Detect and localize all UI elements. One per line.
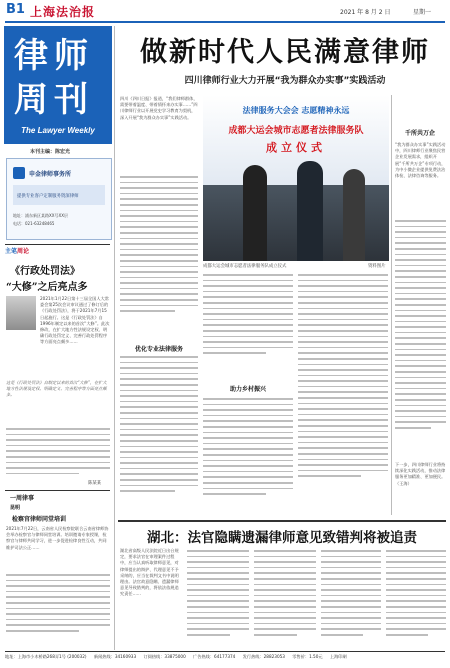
- sidebar-end: 下一步，四川律师行业将持续深化实践活动，推动法律服务更加精准、更加便民。（王海）: [395, 462, 446, 486]
- author-photo: [6, 296, 36, 330]
- footer-zip: (200032): [67, 654, 87, 659]
- section-2-lines: [203, 398, 293, 516]
- lead-lines: [120, 176, 198, 326]
- section-heading-3: 千所共万企: [404, 130, 435, 137]
- footer-dist: 发行热线：28823053: [242, 654, 285, 659]
- law-firm-ad: [6, 158, 112, 240]
- weekly-rule: [5, 490, 110, 491]
- section-heading-1: 优化专业法律服务: [134, 346, 183, 353]
- footer-price: 零售价：1.50元: [292, 654, 323, 659]
- left-column-divider: [114, 26, 115, 650]
- law-firm-tagline: 提供专业客户定制服务资深律师: [17, 194, 79, 199]
- photo-banner-3: 成立仪式: [266, 141, 326, 154]
- bottom-col-3: [254, 550, 316, 646]
- column-subtitle: The Lawyer Weekly: [21, 126, 95, 135]
- weekly-title: 检察官律师同堂培训: [12, 516, 67, 523]
- paper-name: 上海法治报: [30, 5, 96, 19]
- theme-label-text: 主笔: [5, 248, 18, 255]
- sidebar-lines: [395, 220, 446, 460]
- theme-label: [5, 246, 29, 255]
- column-title-1: 律师: [14, 36, 94, 76]
- main-subhead: 四川律师行业大力开展“我为群众办实事”实践活动: [184, 76, 386, 86]
- theme-title-2: “大修”之后亮点多: [6, 282, 88, 293]
- law-firm-logo: [13, 167, 25, 179]
- weekly-body-lines: [6, 574, 110, 644]
- photo-person-1: [243, 165, 267, 261]
- bottom-col-4: [321, 550, 381, 646]
- footer: [5, 654, 445, 666]
- weekly-city: 昆明: [10, 505, 21, 511]
- footer-address: 地址：上海市小木桥路268弄1号: [5, 654, 66, 659]
- photo-person-3: [343, 169, 365, 261]
- column-title-2: 周刊: [14, 80, 94, 120]
- photo-person-2: [297, 161, 323, 261]
- footer-fax: 广告热线：64177374: [193, 654, 236, 659]
- theme-rule: [5, 244, 110, 245]
- law-firm-name: 申金律师事务所: [29, 171, 72, 178]
- main-photo: [203, 95, 389, 261]
- third-column-lines: [298, 274, 388, 516]
- theme-title-1: 《行政处罚法》: [10, 266, 80, 277]
- issue-weekday: 星期一: [413, 9, 432, 16]
- weekly-label: 一周律事: [10, 495, 35, 502]
- footer-printer: 上海印刷: [329, 654, 347, 659]
- bottom-col-5: [386, 550, 446, 646]
- page-number: B1: [6, 2, 25, 17]
- theme-quote: 这是《行政处罚法》自制定以来的首次“大修”，在扩大地方性法规设定权、明确定义、完善程序等方面亮点颇多。: [6, 380, 107, 398]
- header-rule: [5, 21, 445, 23]
- page-header: [0, 0, 450, 22]
- footer-news-tel: 新闻热线：34160933: [93, 654, 137, 659]
- bottom-headline: 湖北：法官隐瞒遗漏律师意见致错判将被追责: [147, 530, 417, 546]
- bottom-story-rule: [118, 520, 446, 522]
- bottom-col-2: [187, 550, 249, 646]
- middle-column-lines: [203, 274, 293, 372]
- footer-ad-tel: 订阅热线：33875000: [143, 654, 186, 659]
- sidebar-divider: [391, 95, 392, 515]
- section-1-lines: [120, 356, 198, 516]
- photo-banner-2: 成都大运会城市志愿者法律服务队: [228, 126, 364, 136]
- section-heading-2: 助力乡村振兴: [229, 386, 266, 393]
- theme-author: 陈某某: [88, 481, 102, 486]
- law-firm-address: 地址：浦东新区某路XX号XX层: [13, 213, 68, 218]
- bottom-body: 湖北省高级人民法院近日出台规定，要求法官在审理案件过程中，应当认真听取律师意见，对律师提出的辩护、代理意见不予采纳的，应当在裁判文书中说明理由。法官故意隐瞒、遗漏律师意见导致错判的，将依法依规追究责任……: [120, 548, 179, 597]
- footer-rule: [5, 651, 445, 652]
- issue-date: 2021 年 8 月 2 日: [340, 9, 391, 16]
- law-firm-tel: 电话：021-63248465: [13, 221, 55, 226]
- photo-credit: 资料图片: [368, 264, 386, 269]
- sidebar-intro: “我为群众办实事”实践活动中，四川律师行业聚焦民营企业发展需求，组织开展“千所共万企”专项行动，为中小微企业提供免费法治体检、法律咨询等服务。: [395, 142, 446, 179]
- theme-body-lines: [6, 428, 110, 478]
- weekly-body: 2021年7月22日，云南省人民检察院联合云南省律师协会举办检察官与律师同堂培训。培训邀请专家授课，检察官与律师共同学习，进一步促进检律良性互动，共同维护司法公正……: [6, 526, 109, 550]
- theme-body: 2021年1月22日第十三届全国人大常委会第25次会议审议通过了修订后的《行政处罚法》，将于2021年7月15日起施行。这是《行政处罚法》自1996年制定以来的首次“大修”。此次修改，在扩大地方性法规设定权、明确行政处罚定义、完善行政处罚程序等方面亮点颇多……: [40, 296, 110, 345]
- photo-banner: 法律服务大会会 志愿精神永远: [242, 106, 350, 115]
- photo-caption: 成都大运会城市志愿者法律服务队成立仪式: [203, 264, 287, 269]
- theme-label-em: 周论: [17, 248, 30, 255]
- column-title-block: [4, 26, 112, 144]
- lead-paragraph: 四川《四川日报》报道，“我们律师群体，需要带着温度、带着情怀来办实事……”四川律师行业以开展党史学习教育为契机，深入开展“我为群众办实事”实践活动。: [120, 96, 198, 120]
- column-editor: 本刊主编：陈宏光: [30, 149, 71, 155]
- main-headline: 做新时代人民满意律师: [140, 37, 430, 68]
